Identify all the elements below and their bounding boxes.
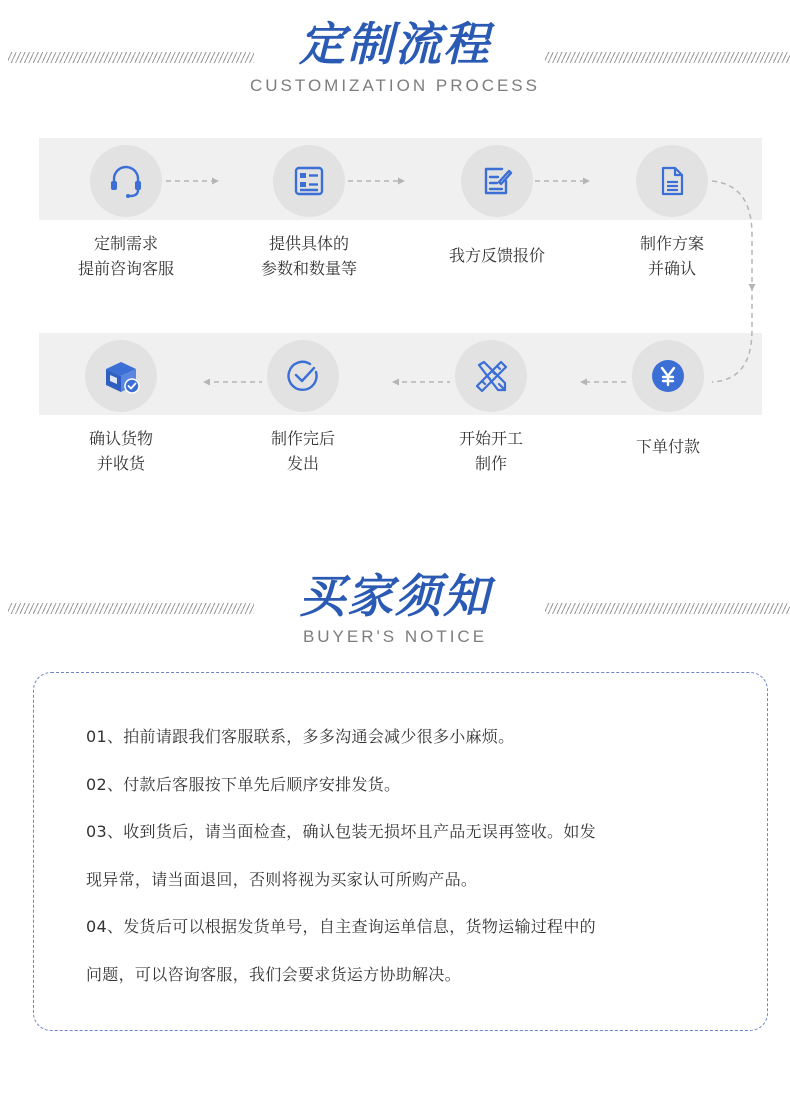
step-label xyxy=(411,426,571,476)
notice-line: 现异常，请当面退回，否则将视为买家认可所购产品。 xyxy=(86,869,478,889)
process-subtitle: CUSTOMIZATION PROCESS xyxy=(249,76,540,95)
step-label xyxy=(417,243,577,268)
document-icon xyxy=(654,163,690,199)
step-label-line: 制作 xyxy=(474,454,507,473)
step-label xyxy=(41,426,201,476)
step-label-line: 并确认 xyxy=(647,259,696,278)
process-step-7 xyxy=(223,340,383,476)
step-label-line: 制作方案 xyxy=(639,234,704,253)
process-step-2 xyxy=(229,145,389,281)
step-label xyxy=(592,231,752,281)
notice-line: 03、收到货后，请当面检查，确认包装无损坏且产品无误再签收。如发 xyxy=(86,822,596,841)
process-title: 定制流程 xyxy=(299,17,491,71)
step-label xyxy=(229,231,389,281)
step-icon-circle xyxy=(636,145,708,217)
step-icon-circle xyxy=(267,340,339,412)
step-label-line: 我方反馈报价 xyxy=(448,246,545,265)
step-label-line: 提供具体的 xyxy=(268,234,349,253)
process-step-6 xyxy=(411,340,571,476)
step-label-line: 确认货物 xyxy=(88,429,153,448)
step-label xyxy=(223,426,383,476)
yen-icon xyxy=(649,357,687,395)
step-icon-circle xyxy=(90,145,162,217)
notice-line: 02、付款后客服按下单先后顺序安排发货。 xyxy=(86,774,401,794)
package-check-icon xyxy=(100,355,142,397)
step-label xyxy=(46,231,206,281)
notice-line: 问题，可以咨询客服，我们会要求货运方协助解决。 xyxy=(86,964,461,984)
headset-icon xyxy=(106,161,146,201)
notice-line: 01、拍前请跟我们客服联系，多多沟通会减少很多小麻烦。 xyxy=(86,727,515,746)
step-label-line: 下单付款 xyxy=(635,437,700,456)
step-label-line: 并收货 xyxy=(96,454,145,473)
check-circle-icon xyxy=(284,357,322,395)
step-label-line: 提前咨询客服 xyxy=(77,259,174,278)
step-icon-circle xyxy=(455,340,527,412)
process-step-5 xyxy=(588,340,748,459)
step-icon-circle xyxy=(273,145,345,217)
process-step-1 xyxy=(46,145,206,281)
notice-title: 买家须知 xyxy=(299,569,491,623)
step-icon-circle xyxy=(632,340,704,412)
process-step-4 xyxy=(592,145,752,281)
step-label-line: 发出 xyxy=(286,454,319,473)
process-step-3 xyxy=(417,145,577,268)
step-label xyxy=(588,434,748,459)
notice-line: 04、发货后可以根据发货单号，自主查询运单信息，货物运输过程中的 xyxy=(86,917,596,936)
step-icon-circle xyxy=(461,145,533,217)
notice-box xyxy=(33,672,768,1031)
notice-subtitle: BUYER'S NOTICE xyxy=(302,627,488,646)
step-label-line: 开始开工 xyxy=(458,429,523,448)
list-icon xyxy=(290,162,328,200)
step-icon-circle xyxy=(85,340,157,412)
step-label-line: 参数和数量等 xyxy=(260,259,357,278)
edit-icon xyxy=(478,162,516,200)
step-label-line: 定制需求 xyxy=(93,234,158,253)
process-step-8 xyxy=(41,340,201,476)
step-label-line: 制作完后 xyxy=(270,429,335,448)
ruler-pencil-icon xyxy=(471,356,511,396)
notice-list xyxy=(86,713,726,998)
